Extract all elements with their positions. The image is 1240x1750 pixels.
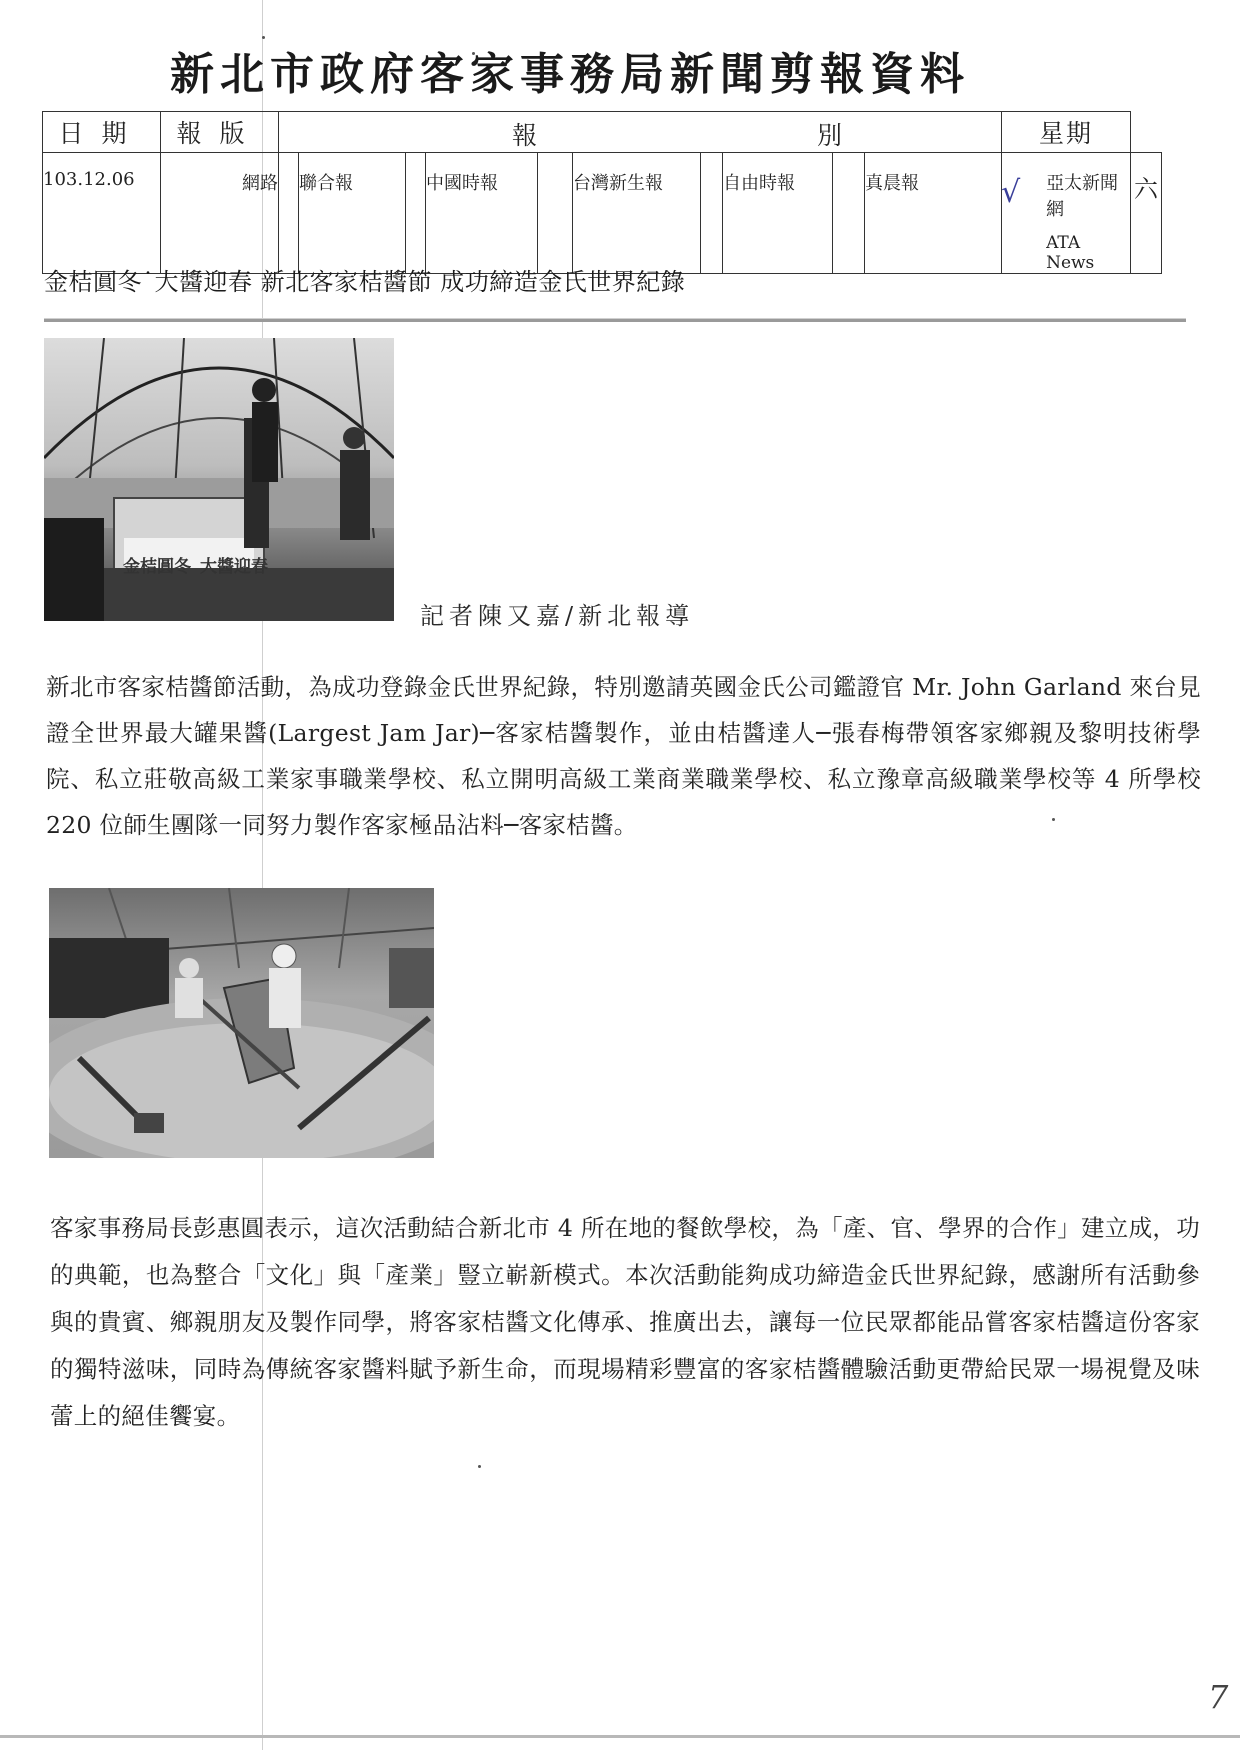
photo-stage-graphic [44,338,394,621]
article-paragraph-1: 新北市客家桔醬節活動，為成功登錄金氏世界紀錄，特別邀請英國金氏公司鑑證官 Mr. John Garland 來台見證全世界最大罐果醬(Largest Jam Jar)─客家桔醬製作，並由桔醬達人─張春梅帶領客家鄉親及黎明技術學院、私立莊敬高級工業家事職業學校、私立開明高級工業商業職業學校、私立豫章高級職業學校等 4 所學校 220 位師生團隊一同努力製作客家極品沾料─客家桔醬。 [46,673,1201,839]
document-title: 新北市政府客家事務局新聞剪報資料 [170,49,970,100]
article-headline: 金桔圓冬˙大醬迎春 新北客家桔醬節 成功締造金氏世界紀錄 [44,268,686,296]
article-paragraph-2: 客家事務局長彭惠圓表示，這次活動結合新北市 4 所在地的餐飲學校，為「產、官、學界的合作」建立成，功的典範，也為整合「文化」與「產業」豎立嶄新模式。本次活動能夠成功締造金氏世界紀錄，感謝所有活動參與的貴賓、鄉親朋友及製作同學，將客家桔醬文化傳承、推廣出去，讓每一位民眾都能品嘗客家桔醬這份客家的獨特滋味，同時為傳統客家醬料賦予新生命，而現場精彩豐富的客家桔醬體驗活動更帶給民眾一場視覺及味蕾上的絕佳饗宴。 [50,1214,1200,1430]
header-weekday: 星期 [1002,112,1131,153]
selected-paper-english: ATA News [1046,233,1095,273]
checkbox-cell [701,153,723,274]
selected-paper-cell [1002,153,1131,274]
checkbox-cell [833,153,865,274]
scan-bottom-edge [0,1735,1240,1738]
headline-divider [44,318,1186,322]
header-date: 日期 [43,112,161,153]
photo-banner-left: 金桔圓冬 [123,557,191,577]
value-date: 103.12.06 [43,153,161,274]
article-byline: 記者陳又嘉/新北報導 [420,602,695,630]
header-paper-left: 報 [512,121,538,150]
paper-name: 自由時報 [723,153,833,274]
value-weekday: 六 [1131,153,1162,274]
checkmark-icon: √ [1001,175,1021,210]
event-photo-stage [44,338,394,621]
photo-jam-graphic [49,888,434,1158]
selected-paper-name: 亞太新聞網 [1046,173,1119,220]
checkbox-cell [279,153,299,274]
header-paper [279,112,1002,153]
photo-banner-right: 大醬迎春 [200,557,268,577]
paper-name: 台灣新生報 [573,153,701,274]
event-photo-jam-making [49,888,434,1158]
paper-name: 中國時報 [426,153,538,274]
paper-name: 聯合報 [299,153,406,274]
scan-speck [478,1465,481,1468]
header-paper-right: 別 [817,121,843,150]
paper-name: 真晨報 [865,153,1002,274]
value-edition: 網路 [161,153,279,274]
checkbox-cell [406,153,426,274]
page-number: 7 [1208,1678,1229,1716]
clipping-info-table [42,111,1162,274]
checkbox-cell [538,153,573,274]
header-edition: 報版 [161,112,279,153]
